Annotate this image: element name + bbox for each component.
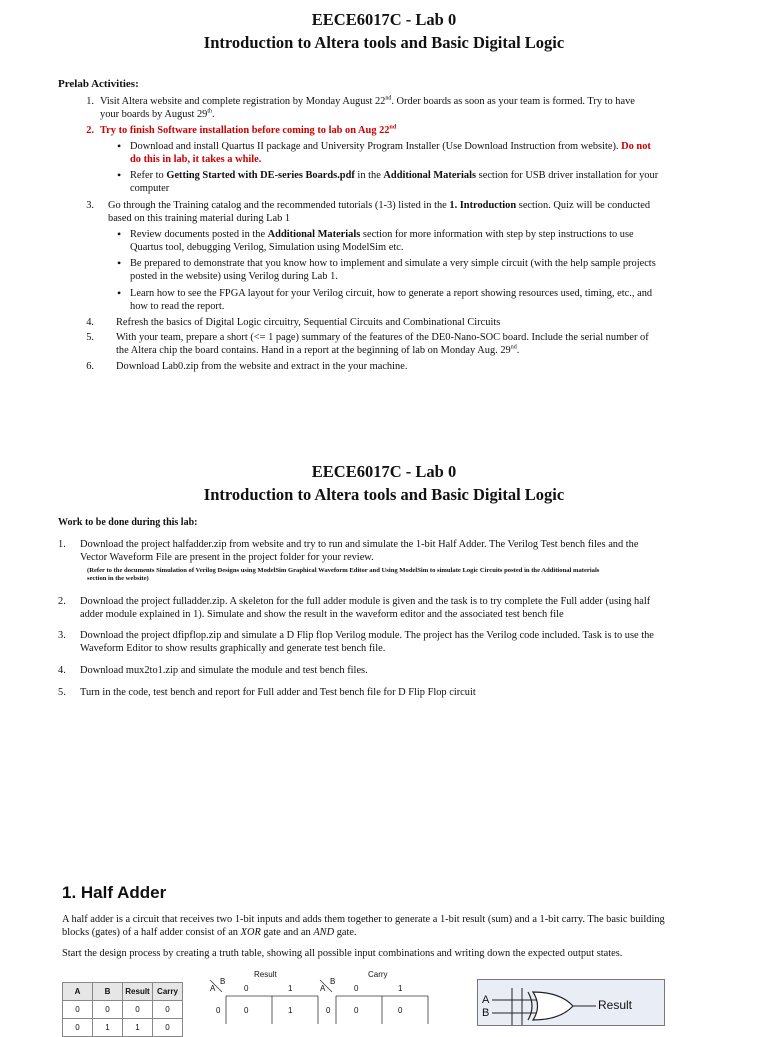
prelab-heading: Prelab Activities: xyxy=(58,78,139,90)
lab-item-2-cont: adder module explained in 1). Simulate and show the result in the waveform editor and the associated test bench file xyxy=(80,609,564,620)
prelab-item-3-bullet-1-cont: Quartus tool, debugging Verilog, Simulation using ModelSim etc. xyxy=(130,242,404,253)
circuit-output-result: Result xyxy=(598,998,633,1012)
prelab-item-6-number: 6. xyxy=(86,361,94,372)
prelab-item-1-cont: your boards by August 29th. xyxy=(100,108,215,120)
prelab-item-2-bullet-1-cont: do this in lab, it takes a while. xyxy=(130,154,262,165)
prelab-item-1-number: 1. xyxy=(86,96,94,107)
kmap-result-cell: 1 xyxy=(288,1006,293,1015)
lab-item-3-cont: Waveform Editor to show results graphically and generate test bench file. xyxy=(80,643,386,654)
kmap-carry-cell: 0 xyxy=(398,1006,403,1015)
truth-table-header-result: Result xyxy=(123,983,153,1001)
lab-item-2-number: 2. xyxy=(58,596,66,607)
half-adder-paragraph-1-cont: blocks (gates) of a half adder consist of an XOR gate and an AND gate. xyxy=(62,927,357,938)
prelab-item-3-bullet-3-cont: how to read the report. xyxy=(130,301,225,312)
kmap-result-cell: 0 xyxy=(244,1006,249,1015)
prelab-item-2-bullet-2: • Refer to Getting Started with DE-series Boards.pdf in the Additional Materials section for USB driver installation for your xyxy=(130,169,722,182)
prelab-item-2: Try to finish Software installation before coming to lab on Aug 22nd xyxy=(100,124,397,136)
table-cell: 0 xyxy=(93,1001,123,1019)
table-cell: 0 xyxy=(123,1001,153,1019)
kmap-carry-cell: 0 xyxy=(354,1006,359,1015)
table-row xyxy=(63,1019,183,1037)
prelab-item-5-number: 5. xyxy=(86,332,94,343)
lab-item-1-cont: Vector Waveform File are present in the project folder for your review. xyxy=(80,552,374,563)
half-adder-circuit xyxy=(477,979,665,1026)
kmap-carry-row-0: 0 xyxy=(326,1006,331,1015)
table-cell: 0 xyxy=(63,1001,93,1019)
kmap-result-b-label: B xyxy=(220,977,226,986)
prelab-item-5-cont: the Altera chip the board contains. Hand in a report at the beginning of lab on Monday Aug. 29nd. xyxy=(116,344,520,356)
kmap-carry-col-0: 0 xyxy=(354,984,359,993)
lab-item-3: Download the project dfipflop.zip and simulate a D Flip flop Verilog module. The project has the Verilog code included. Task is to use the xyxy=(80,630,654,641)
xor-gate-icon xyxy=(478,980,664,1025)
kmap-result-row-0: 0 xyxy=(216,1006,221,1015)
prelab-item-3-bullet-2-cont: posted in the website) using Verilog during Lab 1. xyxy=(130,271,338,282)
lab-item-3-number: 3. xyxy=(58,630,66,641)
lab-item-1-number: 1. xyxy=(58,539,66,550)
kmap-result-title: Result xyxy=(254,970,277,979)
half-adder-heading: 1. Half Adder xyxy=(62,883,167,902)
prelab-item-6: Download Lab0.zip from the website and extract in the your machine. xyxy=(116,361,408,372)
lab-item-1-note: (Refer to the documents Simulation of Verilog Designs using ModelSim Graphical Waveform Editor and Using ModelSim to simulate Logic Circuits posted in the Additional materials xyxy=(87,567,600,574)
course-title: EECE6017C - Lab 0 xyxy=(311,10,457,29)
truth-table xyxy=(62,982,183,1037)
truth-table-header-carry: Carry xyxy=(153,983,183,1001)
prelab-item-3: Go through the Training catalog and the recommended tutorials (1-3) listed in the 1. Introduction section. Quiz will be conducted xyxy=(108,200,651,211)
lab-item-5: Turn in the code, test bench and report for Full adder and Test bench file for D Flip Flop circuit xyxy=(80,687,476,698)
kmap-carry xyxy=(318,968,430,1024)
table-row xyxy=(63,1001,183,1019)
prelab-item-3-cont: based on this training material during Lab 1 xyxy=(108,213,291,224)
lab-subtitle-repeat: Introduction to Altera tools and Basic Digital Logic xyxy=(203,485,565,504)
prelab-item-2-number: 2. xyxy=(86,125,94,136)
half-adder-paragraph-2: Start the design process by creating a truth table, showing all possible input combinations and writing down the expected output states. xyxy=(62,948,623,959)
prelab-item-5: With your team, prepare a short (<= 1 page) summary of the features of the DE0-Nano-SOC board. Include the serial number of xyxy=(116,332,649,343)
prelab-item-3-bullet-2: • Be prepared to demonstrate that you know how to implement and simulate a very simple circuit (with the help sample projects xyxy=(130,257,722,270)
lab-item-1-note-cont: section in the website) xyxy=(87,575,149,582)
table-cell: 1 xyxy=(123,1019,153,1037)
prelab-item-3-number: 3. xyxy=(86,200,94,211)
prelab-item-2-bullet-2-cont: computer xyxy=(130,183,170,194)
lab-item-4-number: 4. xyxy=(58,665,66,676)
table-cell: 0 xyxy=(63,1019,93,1037)
prelab-item-3-bullet-3: • Learn how to see the FPGA layout for your Verilog circuit, how to generate a report showing resources used, timing, etc., and xyxy=(130,287,722,300)
kmap-result xyxy=(208,968,320,1024)
lab-item-2: Download the project fulladder.zip. A skeleton for the full adder module is given and the task is to try complete the Full adder (using half xyxy=(80,596,651,607)
circuit-input-a: A xyxy=(482,994,490,1006)
kmap-carry-b-label: B xyxy=(330,977,336,986)
table-cell: 0 xyxy=(153,1001,183,1019)
prelab-item-1: Visit Altera website and complete registration by Monday August 22nd. Order boards as soon as your team is formed. Try to have xyxy=(100,95,635,107)
prelab-item-4-number: 4. xyxy=(86,317,94,328)
lab-item-5-number: 5. xyxy=(58,687,66,698)
prelab-item-3-bullet-1: • Review documents posted in the Additional Materials section for more information with step by step instructions to use xyxy=(130,228,722,241)
lab-item-1: Download the project halfadder.zip from website and try to run and simulate the 1-bit Half Adder. The Verilog Test bench files and the xyxy=(80,539,639,550)
kmap-result-col-1: 1 xyxy=(288,984,293,993)
prelab-item-2-bullet-1: • Download and install Quartus II package and University Program Installer (Use Download Instruction from website). Do not xyxy=(130,140,722,153)
circuit-input-b: B xyxy=(482,1007,490,1019)
prelab-item-4: Refresh the basics of Digital Logic circuitry, Sequential Circuits and Combinational Circuits xyxy=(116,317,501,328)
lab-work-heading: Work to be done during this lab: xyxy=(58,517,198,528)
truth-table-header-a: A xyxy=(63,983,93,1001)
kmap-result-a-label: A xyxy=(210,984,216,993)
kmap-result-col-0: 0 xyxy=(244,984,249,993)
table-cell: 1 xyxy=(93,1019,123,1037)
kmap-carry-title: Carry xyxy=(368,970,388,979)
kmap-carry-a-label: A xyxy=(320,984,326,993)
half-adder-paragraph-1: A half adder is a circuit that receives two 1-bit inputs and adds them together to generate a 1-bit result (sum) and a 1-bit carry. The basic building xyxy=(62,914,665,925)
kmap-carry-col-1: 1 xyxy=(398,984,403,993)
lab-subtitle: Introduction to Altera tools and Basic Digital Logic xyxy=(203,33,565,52)
course-title-repeat: EECE6017C - Lab 0 xyxy=(311,462,457,481)
table-cell: 0 xyxy=(153,1019,183,1037)
truth-table-header-b: B xyxy=(93,983,123,1001)
lab-item-4: Download mux2to1.zip and simulate the module and test bench files. xyxy=(80,665,368,676)
